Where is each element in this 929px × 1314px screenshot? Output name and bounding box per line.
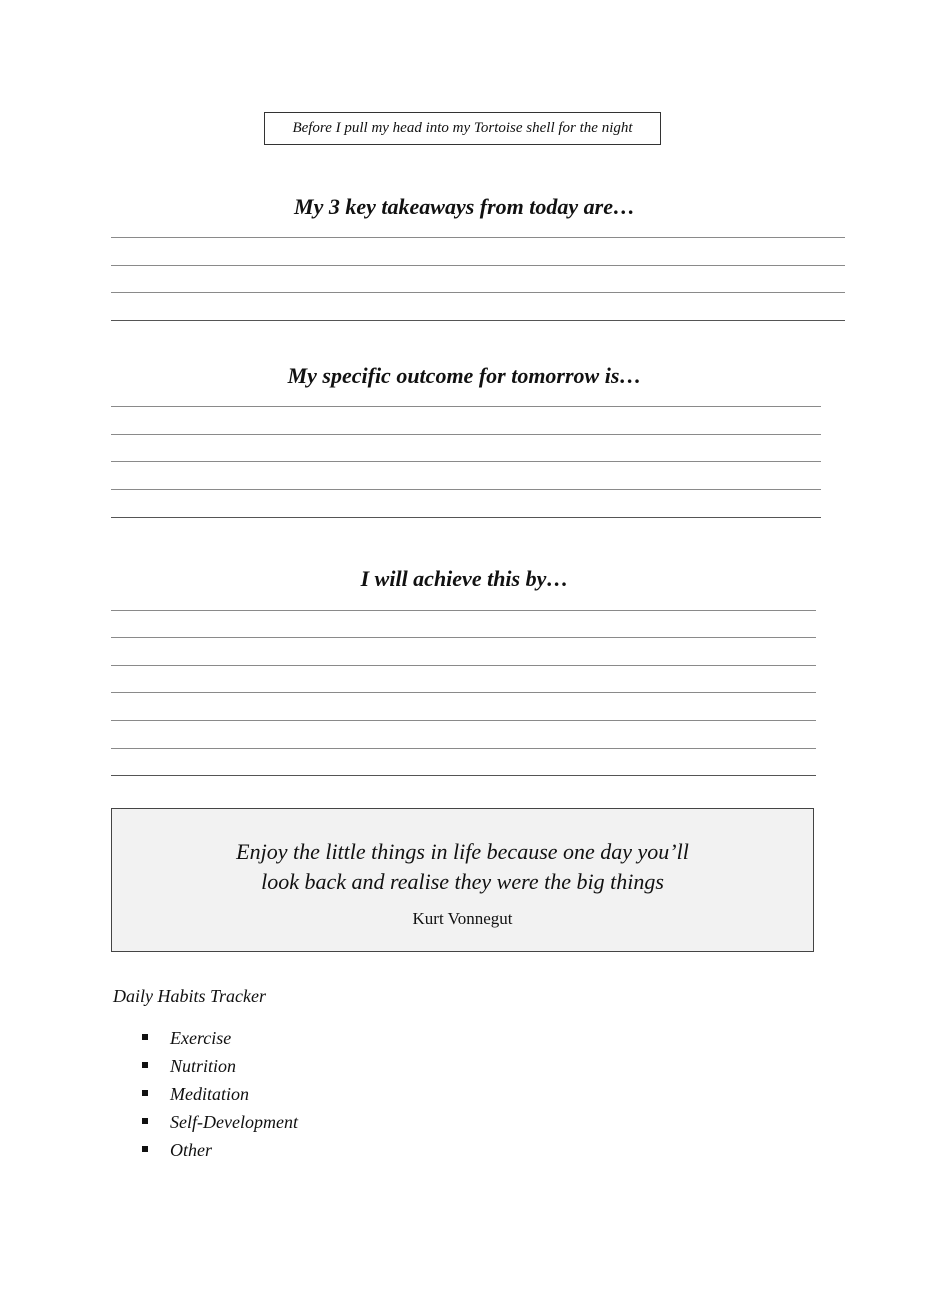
habit-label: Nutrition bbox=[170, 1056, 237, 1076]
quote-author: Kurt Vonnegut bbox=[412, 909, 513, 928]
writing-line[interactable] bbox=[111, 434, 821, 435]
habit-list bbox=[140, 1024, 298, 1164]
writing-line[interactable] bbox=[111, 406, 821, 407]
habit-label: Exercise bbox=[170, 1028, 232, 1048]
writing-line[interactable] bbox=[111, 748, 816, 749]
tracker-title: Daily Habits Tracker bbox=[113, 986, 266, 1006]
writing-line[interactable] bbox=[111, 665, 816, 666]
section-heading-achieve: I will achieve this by… bbox=[360, 566, 569, 591]
square-bullet-icon bbox=[142, 1090, 148, 1096]
square-bullet-icon bbox=[142, 1118, 148, 1124]
writing-line[interactable] bbox=[111, 517, 821, 518]
habit-item-other bbox=[140, 1136, 298, 1164]
section-heading-takeaways: My 3 key takeaways from today are… bbox=[294, 194, 635, 219]
writing-line[interactable] bbox=[111, 461, 821, 462]
habit-item-meditation bbox=[140, 1080, 298, 1108]
habit-item-exercise bbox=[140, 1024, 298, 1052]
quote-text bbox=[112, 837, 813, 897]
writing-line[interactable] bbox=[111, 720, 816, 721]
writing-line[interactable] bbox=[111, 692, 816, 693]
writing-line[interactable] bbox=[111, 320, 845, 321]
writing-line[interactable] bbox=[111, 292, 845, 293]
square-bullet-icon bbox=[142, 1146, 148, 1152]
intro-text: Before I pull my head into my Tortoise shell for the night bbox=[292, 120, 633, 136]
quote-line-2: look back and realise they were the big things bbox=[261, 869, 664, 894]
quote-line-1: Enjoy the little things in life because one day you’ll bbox=[236, 839, 689, 864]
writing-line[interactable] bbox=[111, 237, 845, 238]
habit-item-nutrition bbox=[140, 1052, 298, 1080]
quote-box bbox=[111, 808, 814, 952]
habit-label: Other bbox=[170, 1140, 212, 1160]
writing-line[interactable] bbox=[111, 610, 816, 611]
section-heading-outcome: My specific outcome for tomorrow is… bbox=[287, 363, 642, 388]
square-bullet-icon bbox=[142, 1062, 148, 1068]
writing-line[interactable] bbox=[111, 265, 845, 266]
writing-line[interactable] bbox=[111, 489, 821, 490]
habit-label: Meditation bbox=[170, 1084, 249, 1104]
writing-line[interactable] bbox=[111, 637, 816, 638]
habit-label: Self-Development bbox=[170, 1112, 298, 1132]
intro-box bbox=[264, 112, 661, 145]
square-bullet-icon bbox=[142, 1034, 148, 1040]
habit-item-self-development bbox=[140, 1108, 298, 1136]
writing-line[interactable] bbox=[111, 775, 816, 776]
